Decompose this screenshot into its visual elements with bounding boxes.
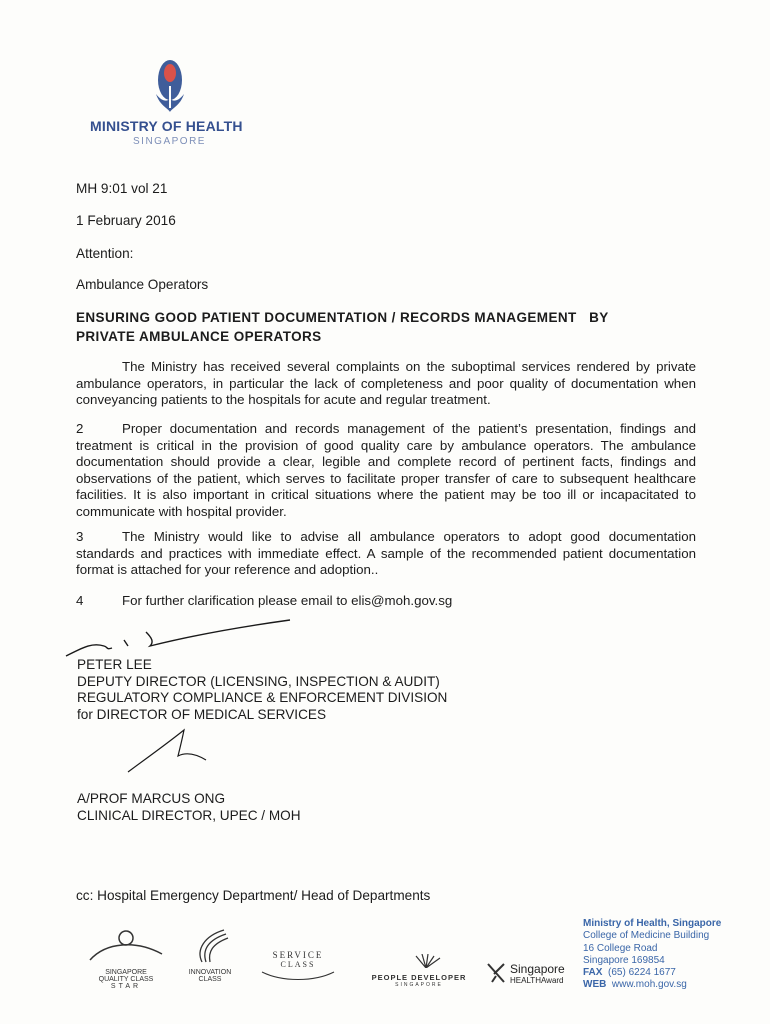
award-5-line-1: Singapore [510,962,565,976]
org-name: MINISTRY OF HEALTH [90,118,243,134]
people-developer-fan-icon [364,954,474,968]
footer-web [583,979,721,991]
award-2-line-2: CLASS [198,976,222,983]
innovation-class-logo [180,928,240,988]
signatory-2-block [77,791,301,824]
award-4-line-1: PEOPLE DEVELOPER [371,973,467,982]
quality-class-star-logo [86,928,166,988]
award-2-line-1: INNOVATION [188,969,232,976]
fax-label: FAX [583,967,603,979]
footer-address-line-3: Singapore 169854 [583,954,665,966]
recipient: Ambulance Operators [76,277,209,292]
attention-label: Attention: [76,246,134,261]
fax-number: (65) 6224 1677 [608,967,676,979]
signatory-2-name: A/PROF MARCUS ONG [77,791,226,806]
signatory-2-title-1: CLINICAL DIRECTOR, UPEC / MOH [77,807,301,823]
signature-marcus-ong [124,726,214,776]
subject-heading [76,308,696,346]
award-4-line-2: SINGAPORE [395,982,443,988]
web-label: WEB [583,979,607,991]
org-country: SINGAPORE [133,136,206,147]
people-developer-logo [364,954,474,988]
award-1-line-3: STAR [110,983,142,990]
paragraph-1-text: The Ministry has received several complaints on the suboptimal services rendered by private ambulance operators, in particular the lack of completeness and poor quality of documentation when conveyancing patients to the hospitals for acute and regular treatment. [76,359,696,407]
award-1-line-1: SINGAPORE [105,969,147,976]
signatory-1-title-3: for DIRECTOR OF MEDICAL SERVICES [77,706,327,722]
letter-date: 1 February 2016 [76,213,176,228]
paragraph-3-number: 3 [76,529,84,544]
paragraph-3-text: The Ministry would like to advise all ambulance operators to adopt good documentation standards and practices with immediate effect. A sample of the recommended patient documentation format is attached for your reference and adoption.. [76,529,696,577]
star-emblem-icon [86,928,166,964]
paragraph-4-text: For further clarification please email to elis@moh.gov.sg [122,593,453,608]
subject-line-2: PRIVATE AMBULANCE OPERATORS [76,329,322,344]
health-award-mark-icon [486,962,506,984]
paragraph-2 [76,421,696,520]
paragraph-1 [76,359,696,409]
moh-crest-logo [148,58,192,114]
award-3-line-1: SERVICE [272,950,324,960]
reference-number: MH 9:01 vol 21 [76,181,168,196]
cc-line: cc: Hospital Emergency Department/ Head of Departments [76,888,431,903]
subject-line-1: ENSURING GOOD PATIENT DOCUMENTATION / RECORDS MANAGEMENT BY [76,310,609,325]
service-arc-icon [258,970,338,982]
signatory-1-title-1: DEPUTY DIRECTOR (LICENSING, INSPECTION & AUDIT) [77,673,440,689]
signatory-1-title-2: REGULATORY COMPLIANCE & ENFORCEMENT DIVISION [77,690,448,705]
signature-peter-lee [62,612,294,662]
award-5-line-2: HEALTHAward [510,976,564,985]
paragraph-2-text: Proper documentation and records management of the patient’s presentation, findings and treatment is critical in the provision of good quality care by ambulance operators. The ambulance documentation should provide a clear, legible and complete record of pertinent facts, findings and observations of the patient, which serves to facilitate proper transfer of care to subsequent healthcare facilities. It is also important in critical situations where the patient may be too ill or incapacitated to communicate with hospital provider. [76,421,696,519]
award-3-line-2: CLASS [280,960,316,969]
singapore-health-award-logo [486,960,576,990]
signatory-1-name: PETER LEE [77,657,152,672]
footer-address [583,918,721,992]
footer-org: Ministry of Health, Singapore [583,918,722,929]
award-1-line-2: QUALITY CLASS [98,976,154,983]
signatory-1-block [77,657,447,723]
service-class-logo [258,950,338,990]
paragraph-4 [76,593,696,610]
paragraph-2-number: 2 [76,421,84,436]
paragraph-4-number: 4 [76,593,84,608]
footer-fax [583,967,721,979]
footer-address-line-1: College of Medicine Building [583,930,710,942]
web-url[interactable]: www.moh.gov.sg [611,979,687,991]
footer-address-line-2: 16 College Road [583,942,658,954]
innovation-swirl-icon [180,928,240,964]
paragraph-3 [76,529,696,579]
